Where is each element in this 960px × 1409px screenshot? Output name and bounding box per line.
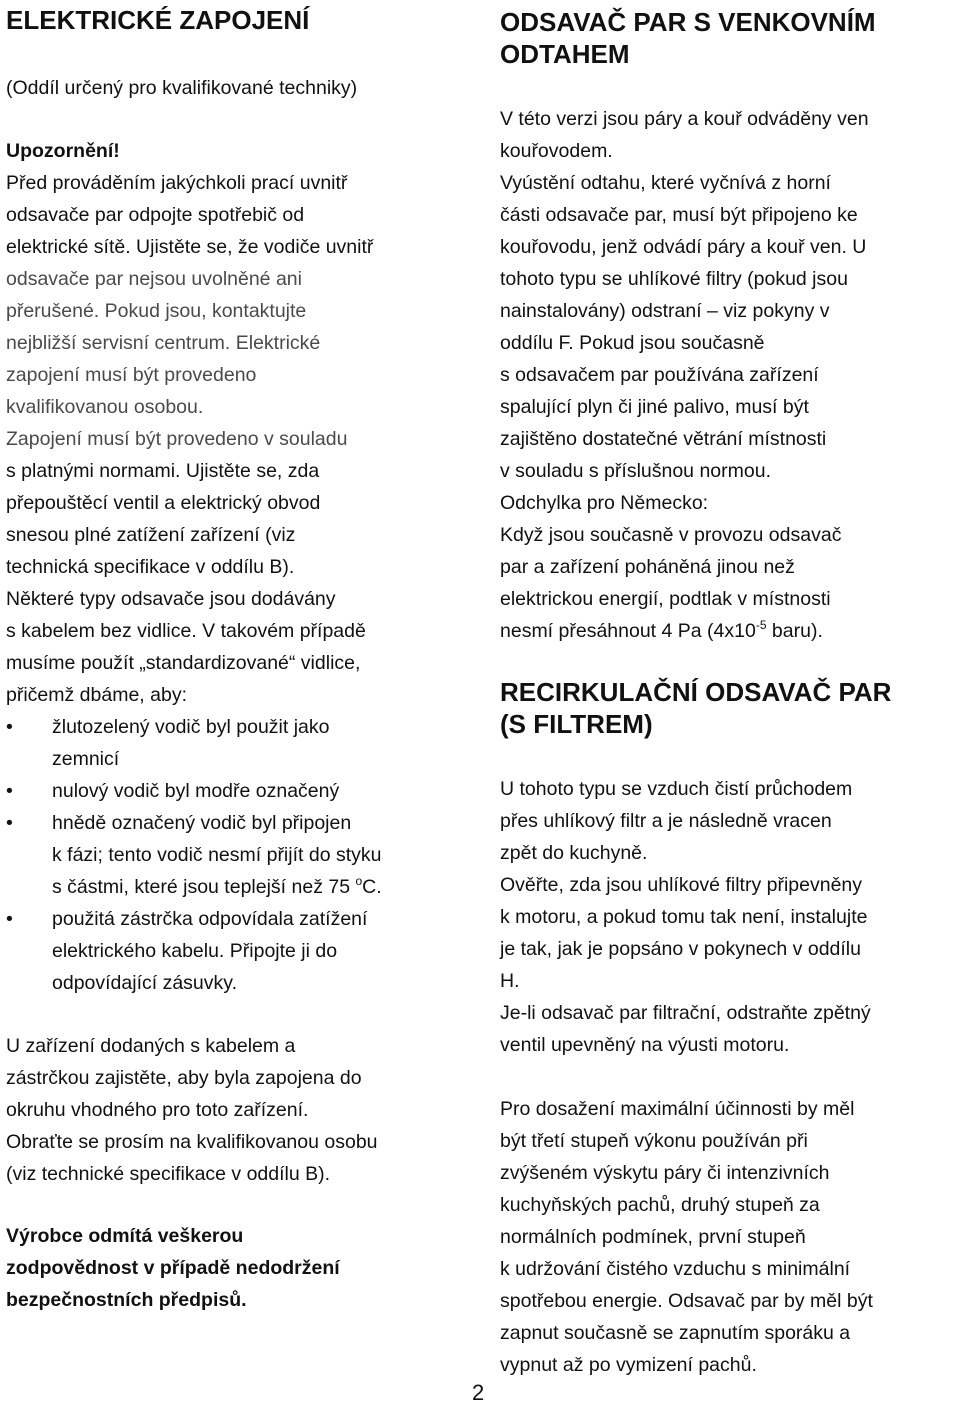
text-line: musíme použít „standardizované“ vidlice, xyxy=(6,652,361,674)
degree-superscript: o xyxy=(355,874,363,888)
text-line: V této verzi jsou páry a kouř odváděny ven xyxy=(500,108,869,130)
text-line: přerušené. Pokud jsou, kontaktujte xyxy=(6,300,307,322)
text-line: Když jsou současně v provozu odsavač xyxy=(500,524,842,546)
text-line: snesou plné zatížení zařízení (viz xyxy=(6,524,296,546)
disclaimer-paragraph xyxy=(6,1220,340,1316)
text-line: zajištěno dostatečné větrání místnosti xyxy=(500,428,827,450)
heading-line: RECIRKULAČNÍ ODSAVAČ PAR xyxy=(500,677,892,707)
text-line: kuchyňských pachů, druhý stupeň za xyxy=(500,1194,820,1216)
text-line: U tohoto typu se vzduch čistí průchodem xyxy=(500,778,853,800)
text-line: přičemž dbáme, aby: xyxy=(6,684,187,706)
text-line: Obraťte se prosím na kvalifikovanou osobu xyxy=(6,1131,378,1153)
text-line: přepouštěcí ventil a elektrický obvod xyxy=(6,492,321,514)
text-line: odsavače par odpojte spotřebič od xyxy=(6,204,305,226)
list-item xyxy=(6,903,472,999)
list-item xyxy=(6,775,472,807)
text-line: zodpovědnost v případě nedodržení xyxy=(6,1257,340,1279)
external-exhaust-paragraph xyxy=(500,103,869,647)
text-line: elektrickou energií, podtlak v místnosti xyxy=(500,588,831,610)
exponent-superscript: -5 xyxy=(755,618,767,632)
text-line: zpět do kuchyně. xyxy=(500,842,648,864)
subtitle-technicians: (Oddíl určený pro kvalifikované techniky) xyxy=(6,77,358,99)
text-line: technická specifikace v oddílu B). xyxy=(6,556,295,578)
text-line: odsavače par nejsou uvolněné ani xyxy=(6,268,302,290)
text-line: k fázi; tento vodič nesmí přijít do styku xyxy=(52,844,382,866)
bullet-icon: • xyxy=(6,812,13,834)
text-line: Je-li odsavač par filtrační, odstraňte zpětný xyxy=(500,1002,871,1024)
text-fragment: nesmí přesáhnout 4 Pa (4x10 xyxy=(500,620,756,642)
text-line: Před prováděním jakýchkoli prací uvnitř xyxy=(6,172,348,194)
text-line: vypnut až po vymizení pachů. xyxy=(500,1354,757,1376)
text-line: použitá zástrčka odpovídala zatížení xyxy=(52,908,368,930)
text-line: okruhu vhodného pro toto zařízení. xyxy=(6,1099,309,1121)
text-line: zvýšeném výskytu páry či intenzivních xyxy=(500,1162,830,1184)
text-line: zemnicí xyxy=(52,748,120,770)
text-fragment: s částmi, které jsou teplejší než 75 xyxy=(52,876,356,898)
page-number: 2 xyxy=(472,1380,485,1405)
recirculation-paragraph xyxy=(500,773,871,1061)
text-line: s kabelem bez vidlice. V takovém případě xyxy=(6,620,366,642)
text-line: Pro dosažení maximální účinnosti by měl xyxy=(500,1098,855,1120)
heading-line: ODTAHEM xyxy=(500,39,630,69)
warning-paragraph xyxy=(6,167,373,711)
text-line: normálních podmínek, první stupeň xyxy=(500,1226,806,1248)
text-line: bezpečnostních předpisů. xyxy=(6,1289,247,1311)
list-item xyxy=(6,711,472,775)
text-line: ventil upevněný na výusti motoru. xyxy=(500,1034,790,1056)
list-item xyxy=(6,807,472,903)
heading-external-exhaust xyxy=(500,6,876,70)
text-line: části odsavače par, musí být připojeno ke xyxy=(500,204,858,226)
text-line: s odsavačem par používána zařízení xyxy=(500,364,819,386)
section-title-electrical: ELEKTRICKÉ ZAPOJENÍ xyxy=(6,5,310,35)
text-line: Odchylka pro Německo: xyxy=(500,492,709,514)
text-line: být třetí stupeň výkonu používán při xyxy=(500,1130,808,1152)
text-line: nulový vodič byl modře označený xyxy=(52,780,340,802)
text-line: oddílu F. Pokud jsou současně xyxy=(500,332,765,354)
bullet-icon: • xyxy=(6,716,13,738)
efficiency-paragraph xyxy=(500,1093,873,1381)
text-line: nejbližší servisní centrum. Elektrické xyxy=(6,332,321,354)
text-line: nainstalovány) odstraní – viz pokyny v xyxy=(500,300,830,322)
heading-line: (S FILTREM) xyxy=(500,709,653,739)
text-line: H. xyxy=(500,970,520,992)
text-line: elektrické sítě. Ujistěte se, že vodiče uvnitř xyxy=(6,236,374,258)
text-fragment: C. xyxy=(362,876,382,898)
heading-recirculation xyxy=(500,676,891,740)
bullet-list xyxy=(6,711,472,999)
text-line: zapnut současně se zapnutím sporáku a xyxy=(500,1322,851,1344)
text-line: kouřovodem. xyxy=(500,140,613,162)
text-line: k motoru, a pokud tomu tak není, instalujte xyxy=(500,906,868,928)
text-line: hnědě označený vodič byl připojen xyxy=(52,812,352,834)
text-line: kvalifikovanou osobou. xyxy=(6,396,204,418)
text-line: U zařízení dodaných s kabelem a xyxy=(6,1035,296,1057)
text-line: tohoto typu se uhlíkové filtry (pokud jsou xyxy=(500,268,848,290)
text-line: par a zařízení poháněná jinou než xyxy=(500,556,795,578)
cable-paragraph xyxy=(6,1030,378,1190)
text-line: Některé typy odsavače jsou dodávány xyxy=(6,588,336,610)
text-fragment: baru). xyxy=(766,620,823,642)
text-line: Vyústění odtahu, které vyčnívá z horní xyxy=(500,172,831,194)
text-line: v souladu s příslušnou normou. xyxy=(500,460,771,482)
text-line xyxy=(500,615,869,647)
text-line: elektrického kabelu. Připojte ji do xyxy=(52,940,338,962)
text-line: spalující plyn či jiné palivo, musí být xyxy=(500,396,809,418)
text-line: s platnými normami. Ujistěte se, zda xyxy=(6,460,320,482)
text-line: k udržování čistého vzduchu s minimální xyxy=(500,1258,851,1280)
text-line: kouřovodu, jenž odvádí páry a kouř ven. U xyxy=(500,236,867,258)
text-line: je tak, jak je popsáno v pokynech v oddílu xyxy=(500,938,861,960)
text-line: zapojení musí být provedeno xyxy=(6,364,257,386)
text-line xyxy=(52,871,472,903)
text-line: zástrčkou zajistěte, aby byla zapojena do xyxy=(6,1067,362,1089)
text-line: odpovídající zásuvky. xyxy=(52,972,237,994)
heading-line: ODSAVAČ PAR S VENKOVNÍM xyxy=(500,7,876,37)
text-line: žlutozelený vodič byl použit jako xyxy=(52,716,330,738)
bullet-icon: • xyxy=(6,908,13,930)
bullet-icon: • xyxy=(6,780,13,802)
text-line: Výrobce odmítá veškerou xyxy=(6,1225,244,1247)
text-line: Zapojení musí být provedeno v souladu xyxy=(6,428,348,450)
text-line: spotřebou energie. Odsavač par by měl být xyxy=(500,1290,873,1312)
text-line: Ověřte, zda jsou uhlíkové filtry připevněny xyxy=(500,874,863,896)
text-line: přes uhlíkový filtr a je následně vracen xyxy=(500,810,832,832)
text-line: (viz technické specifikace v oddílu B). xyxy=(6,1163,331,1185)
warning-label: Upozornění! xyxy=(6,140,120,162)
